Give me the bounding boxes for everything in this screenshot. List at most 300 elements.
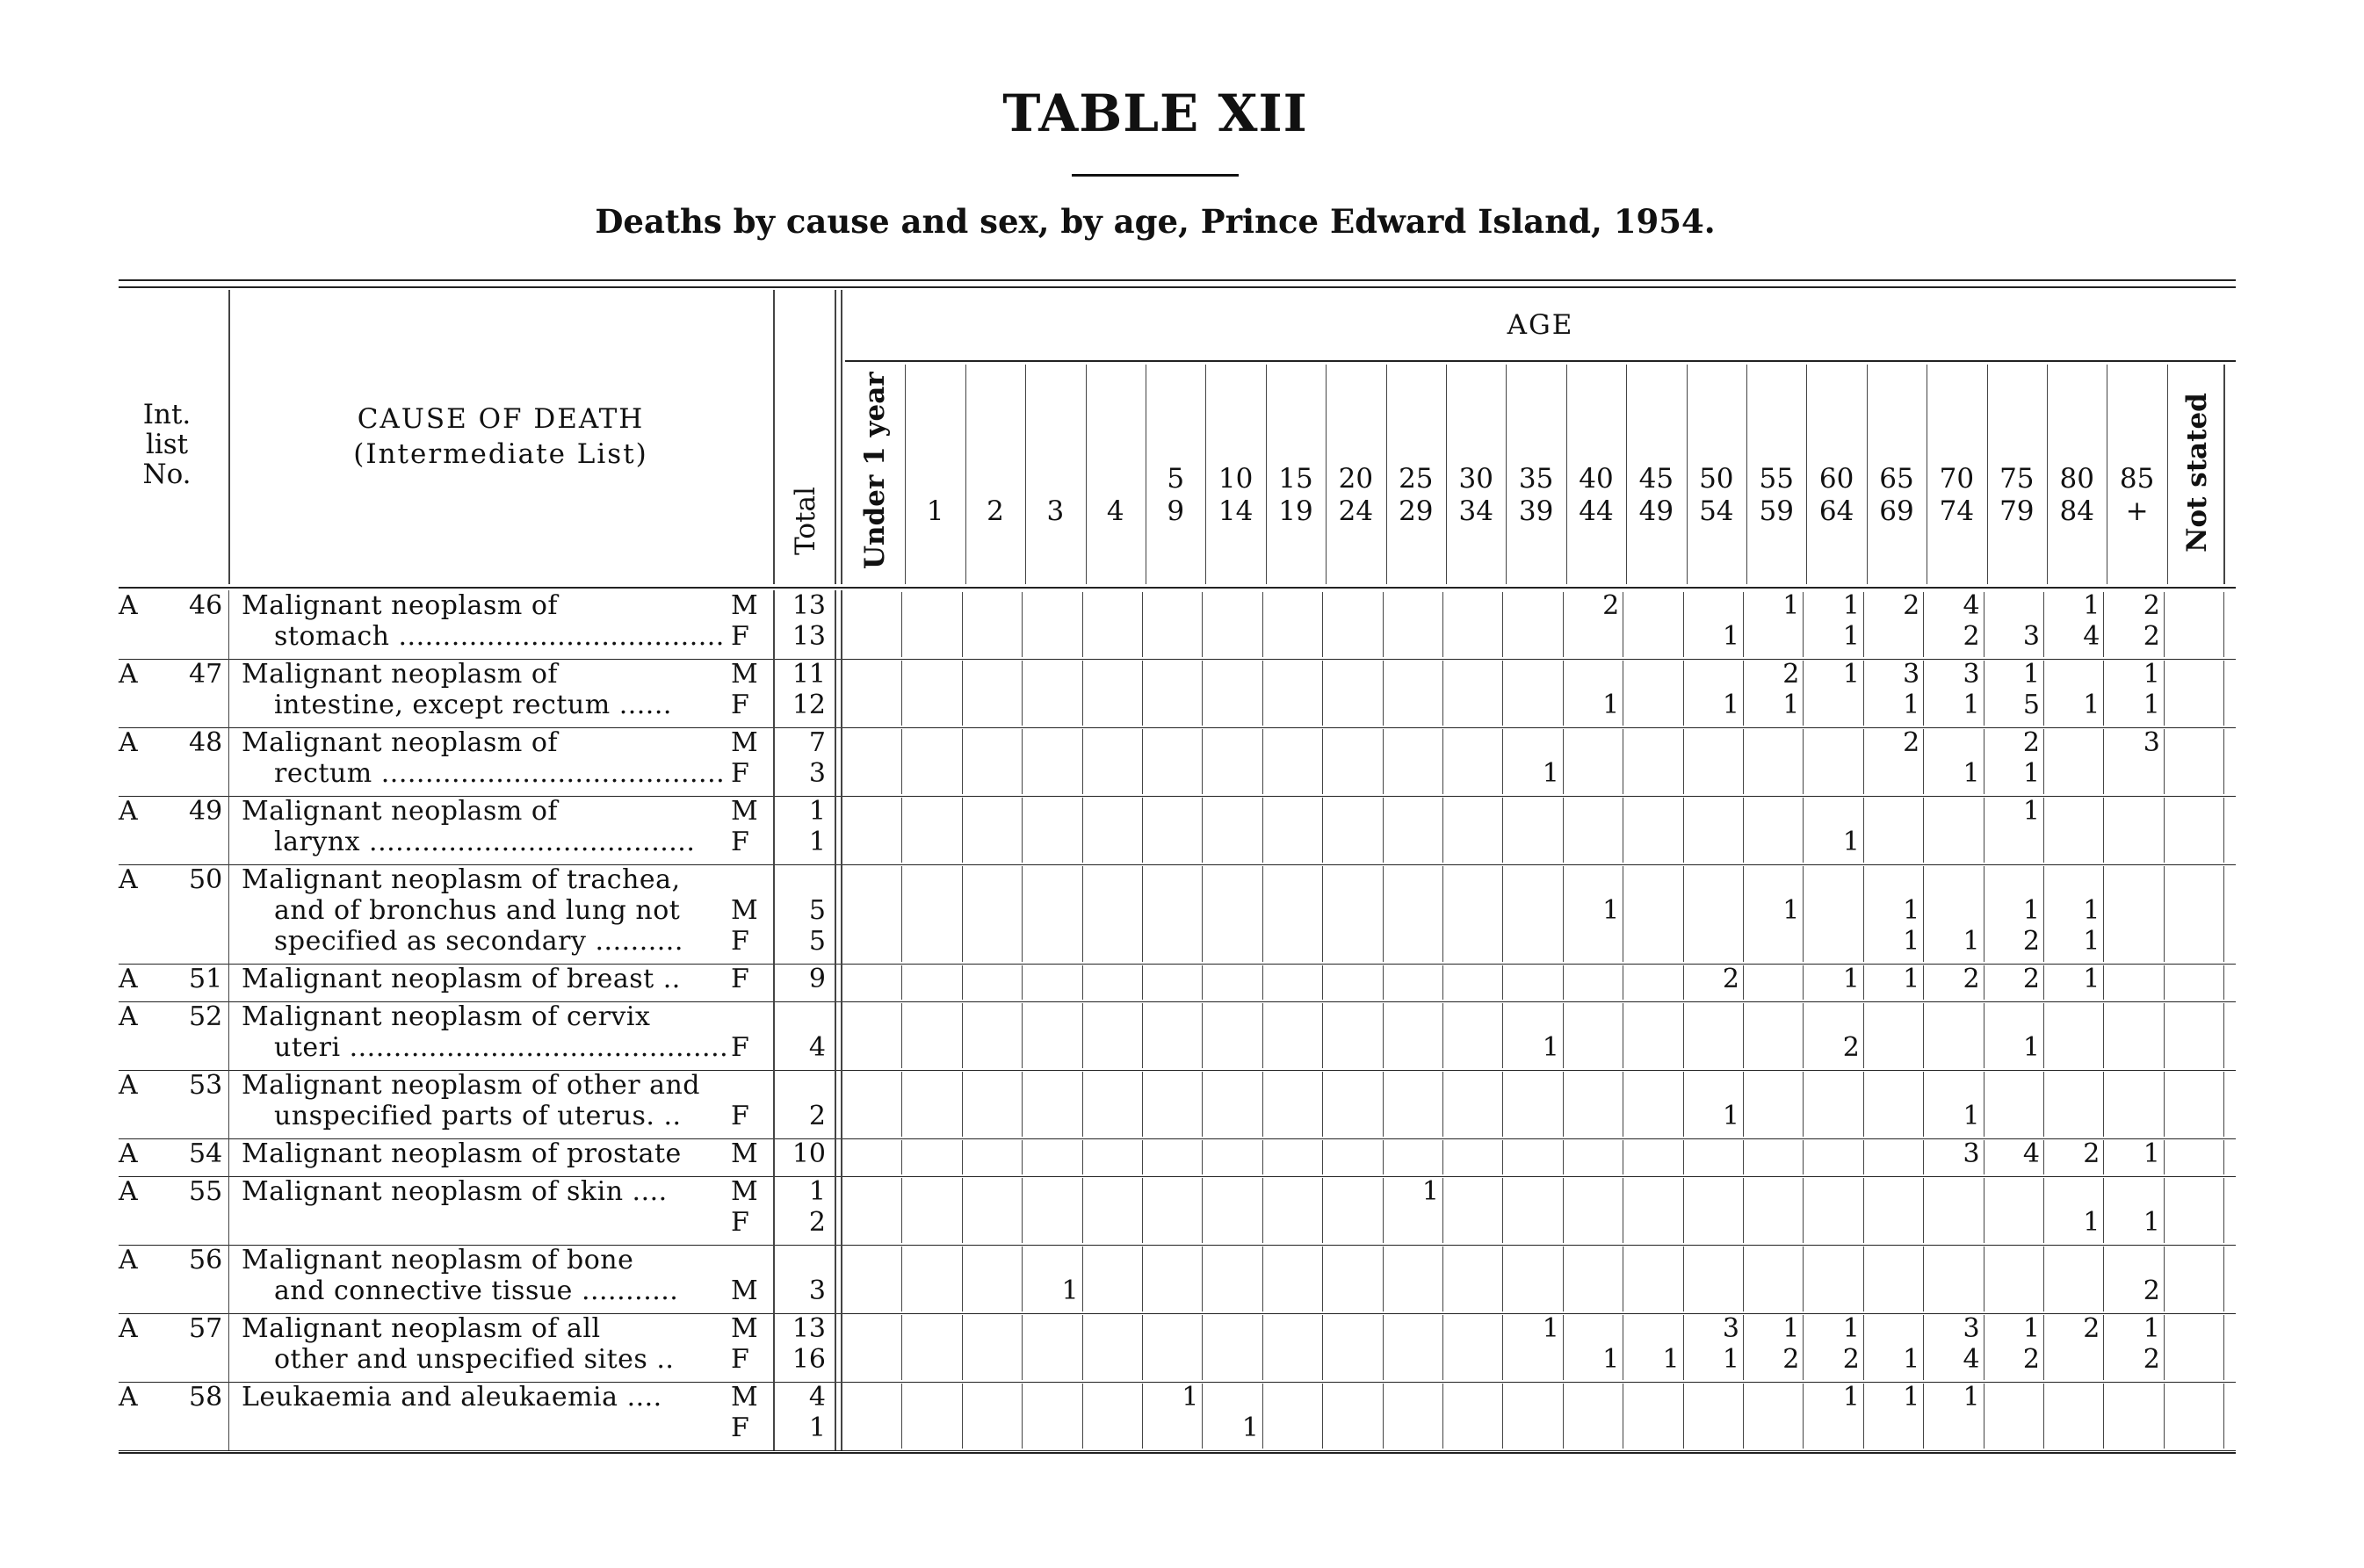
age-column-divider [1863, 592, 1864, 657]
age-column-divider [1142, 661, 1143, 726]
int-list-number: 56 [189, 1245, 223, 1275]
age-column-divider [965, 365, 966, 584]
age-cell-value: 1 [1963, 1101, 1980, 1131]
age-cell-value: 4 [1963, 590, 1980, 621]
age-column-divider [1142, 729, 1143, 794]
row-divider [228, 590, 229, 659]
row-divider [773, 1382, 775, 1450]
total-value: 3 [808, 1275, 826, 1306]
row-divider [841, 1245, 842, 1313]
row-divider [841, 964, 842, 1001]
age-column-divider [1082, 1072, 1083, 1137]
age-column-divider [2043, 592, 2044, 657]
age-cell-value: 1 [1963, 758, 1980, 789]
cause-of-death: Malignant neoplasm of cervix [242, 1001, 651, 1032]
age-column-divider [1262, 866, 1263, 962]
age-column-divider [2223, 365, 2225, 584]
row-divider [228, 1138, 229, 1176]
row-divider [835, 1313, 836, 1382]
age-column-divider [2043, 1178, 2044, 1243]
age-cell-value: 1 [1782, 690, 1800, 720]
age-column-divider [1683, 1003, 1684, 1068]
age-column-divider [1803, 1178, 1804, 1243]
age-column-divider [901, 866, 902, 962]
age-column-divider [1262, 1003, 1263, 1068]
age-column-divider [2043, 1384, 2044, 1449]
cause-of-death: and of bronchus and lung not [274, 895, 681, 926]
age-column-divider [1082, 1140, 1083, 1174]
age-column-divider [1683, 1315, 1684, 1380]
age-column-divider [1322, 798, 1323, 863]
age-column-divider [1442, 1315, 1443, 1380]
age-column-divider [1322, 1178, 1323, 1243]
age-column-divider [1022, 866, 1023, 962]
age-cell-value: 1 [1782, 1313, 1800, 1344]
age-cell-value: 5 [2022, 690, 2040, 720]
age-cell-value: 1 [1842, 659, 1860, 690]
row-divider [835, 1382, 836, 1450]
total-value: 16 [792, 1344, 826, 1375]
age-column-divider [1743, 729, 1744, 794]
sex-label: M [731, 1382, 758, 1413]
total-value: 9 [808, 964, 826, 994]
age-column-divider [962, 1178, 963, 1243]
cause-of-death: Malignant neoplasm of trachea, [242, 864, 681, 895]
age-column-divider [1803, 1003, 1804, 1068]
cause-of-death: Malignant neoplasm of other and [242, 1070, 700, 1101]
sex-label: F [731, 827, 749, 857]
total-value: 1 [808, 1413, 826, 1443]
age-column-divider [1202, 1140, 1203, 1174]
age-column-divider [1202, 1384, 1203, 1449]
age-column-divider [1262, 1072, 1263, 1137]
age-column-divider [1563, 1178, 1564, 1243]
age-column-divider [1743, 592, 1744, 657]
header-bottom-rule [119, 587, 2236, 589]
cause-of-death: Malignant neoplasm of prostate [242, 1138, 682, 1169]
age-column-divider [901, 1140, 902, 1174]
age-column-divider [2164, 729, 2165, 794]
age-column-divider [1743, 1140, 1744, 1174]
age-header-bottom: 14 [1218, 495, 1254, 527]
age-column-divider [1502, 1072, 1503, 1137]
age-column-divider [1383, 965, 1384, 1000]
row-divider [841, 1176, 842, 1245]
age-cell-value: 2 [2022, 1344, 2040, 1375]
age-cell-value: 1 [1782, 590, 1800, 621]
age-column-divider [2043, 965, 2044, 1000]
age-column-divider [1322, 1315, 1323, 1380]
header-divider [841, 290, 842, 584]
age-column-divider [1803, 1072, 1804, 1137]
age-column-divider [2103, 729, 2104, 794]
age-column-divider [2164, 1178, 2165, 1243]
row-divider [773, 1070, 775, 1138]
age-cell-value: 1 [1842, 964, 1860, 994]
top-rule [119, 279, 2236, 281]
age-cell-value: 1 [2022, 895, 2040, 926]
age-column-divider [1743, 661, 1744, 726]
table-bottom-rule [119, 1452, 2236, 1454]
int-list-code: A [119, 1245, 138, 1275]
age-column-divider [1442, 798, 1443, 863]
int-list-code: A [119, 1070, 138, 1101]
age-column-divider [901, 1072, 902, 1137]
age-cell-value: 1 [1542, 1032, 1559, 1063]
sex-label: F [731, 690, 749, 720]
age-column-divider [962, 1384, 963, 1449]
age-column-divider [2164, 1072, 2165, 1137]
row-divider [841, 1382, 842, 1450]
age-header-bottom: 4 [1106, 495, 1124, 527]
age-column-divider [1383, 592, 1384, 657]
age-column-divider [2223, 661, 2224, 726]
total-value: 4 [808, 1382, 826, 1413]
age-cell-value: 2 [2083, 1138, 2100, 1169]
age-cell-value: 1 [2022, 1032, 2040, 1063]
row-divider [773, 1313, 775, 1382]
int-list-number: 48 [189, 727, 223, 758]
header-divider [835, 290, 836, 584]
age-column-divider [1262, 1246, 1263, 1311]
sex-label: F [731, 1101, 749, 1131]
age-column-divider [1202, 1072, 1203, 1137]
age-column-divider [1022, 1140, 1023, 1174]
row-divider [773, 590, 775, 659]
row-divider [773, 964, 775, 1001]
row-divider [835, 1070, 836, 1138]
age-header-top: 75 [1999, 463, 2035, 495]
age-column-divider [901, 1315, 902, 1380]
row-divider [773, 1138, 775, 1176]
age-column-divider [962, 1003, 963, 1068]
age-cell-value: 3 [2143, 727, 2160, 758]
age-column-divider [1743, 1246, 1744, 1311]
row-divider [841, 1070, 842, 1138]
age-column-divider [1563, 1003, 1564, 1068]
age-column-divider [1502, 1140, 1503, 1174]
int-list-header: Int. [142, 399, 192, 430]
age-header-bottom: 24 [1338, 495, 1374, 527]
total-value: 13 [792, 621, 826, 652]
age-column-divider [1863, 798, 1864, 863]
age-column-divider [1743, 866, 1744, 962]
age-column-divider [1442, 661, 1443, 726]
age-column-divider [1502, 1384, 1503, 1449]
age-column-divider [1442, 1246, 1443, 1311]
int-list-code: A [119, 727, 138, 758]
age-column-divider [1803, 592, 1804, 657]
cause-of-death: Malignant neoplasm of breast .. [242, 964, 681, 994]
age-column-divider [1923, 866, 1924, 962]
age-column-divider [1683, 798, 1684, 863]
age-column-divider [2223, 866, 2224, 962]
age-column-divider [1202, 1003, 1203, 1068]
int-list-header: No. [142, 459, 192, 490]
age-header-top: 40 [1579, 463, 1614, 495]
age-column-divider [962, 866, 963, 962]
age-column-divider [2223, 1003, 2224, 1068]
age-column-divider [1803, 1246, 1804, 1311]
row-divider [228, 1382, 229, 1450]
age-column-divider [1743, 1315, 1744, 1380]
int-list-number: 46 [189, 590, 223, 621]
int-list-code: A [119, 1382, 138, 1413]
sex-label: F [731, 621, 749, 652]
row-divider [228, 659, 229, 727]
age-cell-value: 2 [1963, 964, 1980, 994]
row-divider [773, 1176, 775, 1245]
int-list-code: A [119, 1001, 138, 1032]
age-column-divider [1923, 592, 1924, 657]
age-cell-value: 3 [1963, 1313, 1980, 1344]
age-column-divider [1442, 729, 1443, 794]
age-column-divider [962, 1246, 963, 1311]
age-cell-value: 1 [1061, 1275, 1079, 1306]
age-column-divider [1502, 592, 1503, 657]
int-list-code: A [119, 964, 138, 994]
age-cell-value: 1 [2083, 964, 2100, 994]
age-column-divider [1322, 1072, 1323, 1137]
age-header-bottom: 34 [1458, 495, 1493, 527]
age-column-divider [1086, 365, 1087, 584]
age-column-divider [1022, 1072, 1023, 1137]
age-column-divider [1863, 729, 1864, 794]
age-column-divider [901, 592, 902, 657]
age-cell-value: 1 [1241, 1413, 1259, 1443]
age-column-divider [2103, 866, 2104, 962]
age-header-top: 45 [1638, 463, 1674, 495]
age-header-top: 50 [1699, 463, 1734, 495]
row-divider [835, 864, 836, 964]
age-column-divider [1082, 592, 1083, 657]
age-column-divider [2103, 1384, 2104, 1449]
age-column-divider [1262, 661, 1263, 726]
sex-label: F [731, 1207, 749, 1238]
int-list-code: A [119, 1176, 138, 1207]
age-cell-value: 1 [1542, 1313, 1559, 1344]
age-column-divider [1202, 798, 1203, 863]
age-column-divider [1262, 1140, 1263, 1174]
age-column-divider [2103, 1003, 2104, 1068]
cause-header: (Intermediate List) [353, 438, 648, 470]
age-cell-value: 1 [1842, 590, 1860, 621]
age-cell-value: 1 [2143, 659, 2160, 690]
age-column-divider [1442, 1072, 1443, 1137]
age-cell-value: 1 [1542, 758, 1559, 789]
total-value: 10 [792, 1138, 826, 1169]
age-column-divider [1383, 729, 1384, 794]
sex-label: M [731, 727, 758, 758]
age-header-bottom: 49 [1638, 495, 1674, 527]
age-cell-value: 1 [1903, 690, 1920, 720]
age-column-divider [2043, 1140, 2044, 1174]
age-column-divider [1743, 1072, 1744, 1137]
row-divider [835, 1001, 836, 1070]
table-title: TABLE XII [1002, 83, 1308, 143]
row-divider [835, 796, 836, 864]
age-column-divider [1142, 1140, 1143, 1174]
age-column-divider [1022, 592, 1023, 657]
age-column-divider [1502, 866, 1503, 962]
age-column-divider [1563, 798, 1564, 863]
age-column-divider [1082, 1246, 1083, 1311]
age-cell-value: 2 [2022, 727, 2040, 758]
age-header-bottom: 74 [1939, 495, 1975, 527]
sex-label: M [731, 659, 758, 690]
age-column-divider [1803, 1315, 1804, 1380]
cause-of-death: intestine, except rectum ...... [274, 690, 672, 720]
age-cell-value: 2 [2022, 926, 2040, 957]
age-column-divider [1803, 729, 1804, 794]
sex-label: M [731, 1176, 758, 1207]
age-column-divider [1563, 1246, 1564, 1311]
age-column-divider [901, 1003, 902, 1068]
age-column-divider [2043, 866, 2044, 962]
int-list-number: 58 [189, 1382, 223, 1413]
age-column-divider [1383, 866, 1384, 962]
age-cell-value: 1 [2143, 1138, 2160, 1169]
age-column-divider [1863, 1315, 1864, 1380]
row-divider [228, 1176, 229, 1245]
age-header-bottom: 29 [1399, 495, 1434, 527]
age-column-divider [1383, 1246, 1384, 1311]
int-list-header: list [145, 429, 189, 460]
age-column-divider [1923, 1384, 1924, 1449]
age-column-divider [1022, 965, 1023, 1000]
age-column-divider [962, 798, 963, 863]
age-cell-value: 1 [1722, 621, 1739, 652]
row-divider [835, 1138, 836, 1176]
age-header-bottom: + [2125, 495, 2149, 527]
age-header-bottom: 19 [1278, 495, 1313, 527]
age-column-divider [1142, 965, 1143, 1000]
age-column-divider [1502, 1003, 1503, 1068]
age-column-divider [1442, 1178, 1443, 1243]
age-header-top: 70 [1939, 463, 1975, 495]
age-cell-value: 1 [2022, 758, 2040, 789]
int-list-code: A [119, 659, 138, 690]
row-divider [841, 796, 842, 864]
age-cell-value: 1 [1903, 926, 1920, 957]
row-divider [228, 1070, 229, 1138]
age-column-divider [1923, 1178, 1924, 1243]
total-value: 1 [808, 796, 826, 827]
cause-of-death: stomach ..................................... [274, 621, 725, 652]
age-column-divider [2103, 661, 2104, 726]
table-subtitle: Deaths by cause and sex, by age, Prince Edward Island, 1954. [595, 202, 1716, 241]
age-column-divider [1863, 1140, 1864, 1174]
age-column-divider [1803, 661, 1804, 726]
age-column-divider [1142, 866, 1143, 962]
int-list-code: A [119, 590, 138, 621]
age-column-divider [1502, 1178, 1503, 1243]
cause-of-death: Malignant neoplasm of all [242, 1313, 601, 1344]
row-divider [228, 727, 229, 796]
age-column-divider [2103, 1140, 2104, 1174]
age-column-divider [1803, 798, 1804, 863]
age-header-rotated: Not stated [2181, 393, 2213, 553]
age-column-divider [1743, 798, 1744, 863]
age-cell-value: 1 [1842, 827, 1860, 857]
age-column-divider [1022, 1246, 1023, 1311]
age-column-divider [1142, 592, 1143, 657]
int-list-number: 50 [189, 864, 223, 895]
age-column-divider [2164, 1246, 2165, 1311]
age-cell-value: 2 [1903, 590, 1920, 621]
age-column-divider [1022, 1384, 1023, 1449]
age-column-divider [1383, 1003, 1384, 1068]
row-divider [228, 864, 229, 964]
age-column-divider [1022, 1178, 1023, 1243]
age-cell-value: 1 [2143, 1207, 2160, 1238]
age-column-divider [1502, 1246, 1503, 1311]
age-column-divider [1563, 1384, 1564, 1449]
age-column-divider [1262, 1384, 1263, 1449]
age-header-top: 5 [1167, 463, 1185, 495]
age-column-divider [2167, 365, 2168, 584]
age-cell-value: 2 [1782, 659, 1800, 690]
age-column-divider [1502, 965, 1503, 1000]
age-cell-value: 2 [1782, 1344, 1800, 1375]
age-header-top: 20 [1338, 463, 1374, 495]
total-value: 7 [808, 727, 826, 758]
age-cell-value: 1 [1662, 1344, 1680, 1375]
age-cell-value: 4 [1963, 1344, 1980, 1375]
age-column-divider [1563, 1315, 1564, 1380]
sex-label: F [731, 1344, 749, 1375]
age-cell-value: 1 [2083, 926, 2100, 957]
age-column-divider [1202, 1178, 1203, 1243]
age-column-divider [1563, 866, 1564, 962]
age-cell-value: 3 [2022, 621, 2040, 652]
age-cell-value: 2 [1842, 1344, 1860, 1375]
age-column-divider [1082, 729, 1083, 794]
age-column-divider [2164, 1003, 2165, 1068]
age-header-bottom: 39 [1518, 495, 1554, 527]
row-separator [119, 1450, 2236, 1451]
age-header-bottom: 79 [1999, 495, 2035, 527]
age-cell-value: 1 [2022, 1313, 2040, 1344]
age-column-divider [1082, 866, 1083, 962]
age-column-divider [1563, 729, 1564, 794]
cause-of-death: Leukaemia and aleukaemia .... [242, 1382, 662, 1413]
age-column-divider [901, 661, 902, 726]
row-divider [841, 1313, 842, 1382]
cause-of-death: Malignant neoplasm of [242, 727, 558, 758]
header-divider [228, 290, 230, 584]
age-header-top: 25 [1399, 463, 1434, 495]
age-column-divider [2223, 729, 2224, 794]
age-column-divider [1442, 1003, 1443, 1068]
row-divider [841, 1138, 842, 1176]
int-list-number: 47 [189, 659, 223, 690]
total-value: 13 [792, 590, 826, 621]
age-column-divider [901, 1178, 902, 1243]
age-cell-value: 1 [2083, 590, 2100, 621]
age-column-divider [1022, 1315, 1023, 1380]
age-column-divider [1803, 866, 1804, 962]
age-column-divider [1442, 1140, 1443, 1174]
int-list-number: 51 [189, 964, 223, 994]
age-column-divider [1322, 1246, 1323, 1311]
total-value: 4 [808, 1032, 826, 1063]
age-column-divider [2103, 592, 2104, 657]
age-column-divider [1022, 798, 1023, 863]
age-column-divider [1383, 1072, 1384, 1137]
age-header-top: 80 [2059, 463, 2094, 495]
age-column-divider [2223, 1140, 2224, 1174]
